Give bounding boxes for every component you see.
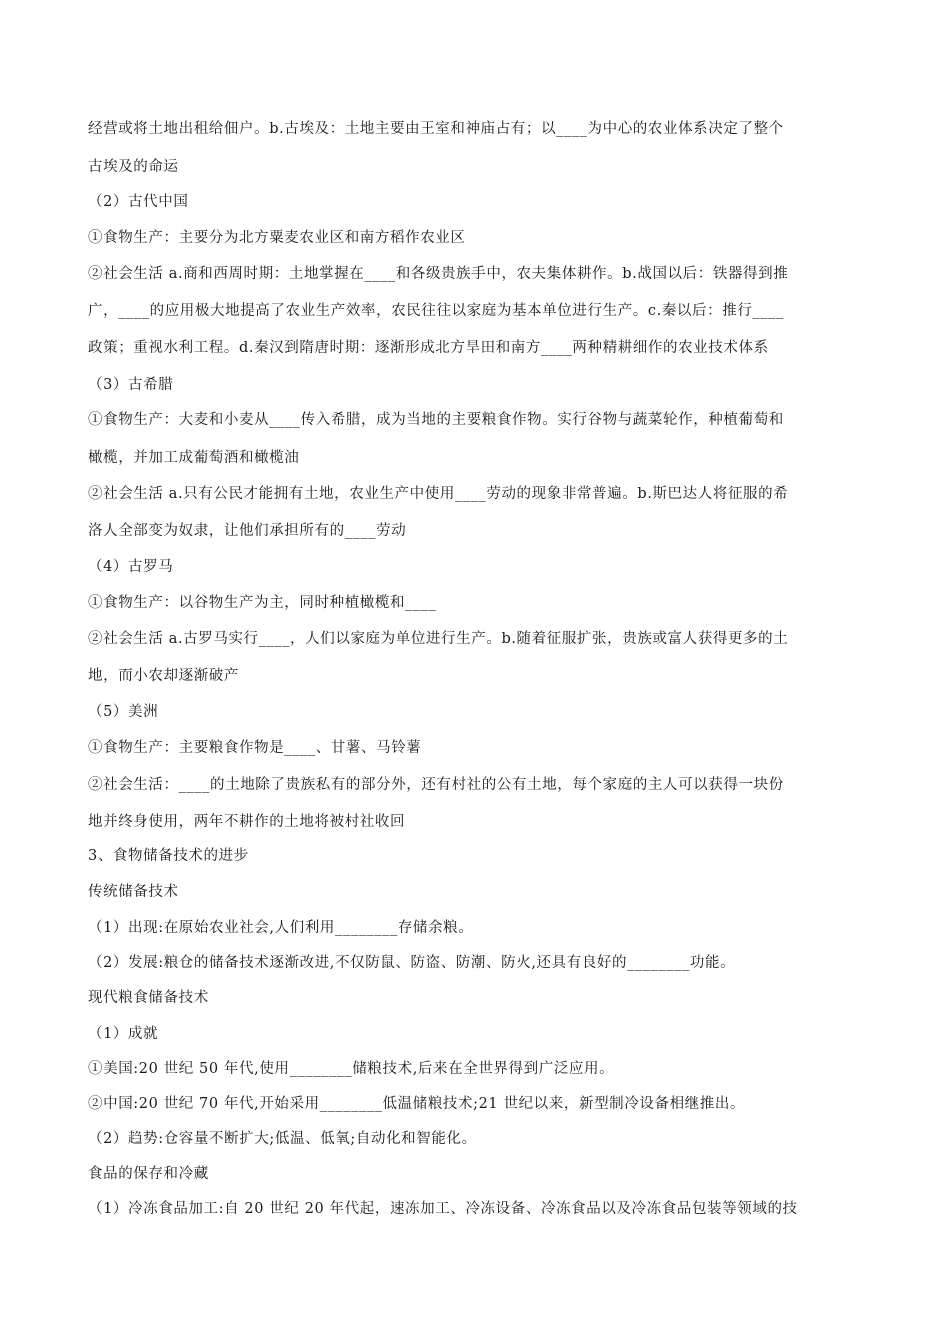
text-line: 橄榄，并加工成葡萄酒和橄榄油 [88, 450, 300, 466]
text-line: ①食物生产：大麦和小麦从____传入希腊，成为当地的主要粮食作物。实行谷物与蔬菜轮作，种植葡萄和 [88, 412, 784, 428]
text-line: （1）成就 [88, 1026, 159, 1042]
text-line: 政策；重视水利工程。d.秦汉到隋唐时期：逐渐形成北方旱田和南方____两种精耕细作的农业技术体系 [88, 340, 769, 356]
section-heading: （2）古代中国 [88, 194, 189, 210]
text-line: ①食物生产：以谷物生产为主，同时种植橄榄和____ [88, 595, 437, 611]
section-heading: （5）美洲 [88, 704, 159, 720]
text-line: ②社会生活 a.古罗马实行____，人们以家庭为单位进行生产。b.随着征服扩张，贵族或富人获得更多的土 [88, 631, 789, 647]
text-line: ②社会生活 a.只有公民才能拥有土地，农业生产中使用____劳动的现象非常普遍。b.斯巴达人将征服的希 [88, 486, 789, 502]
subsection-heading: 现代粮食储备技术 [88, 990, 209, 1006]
subsection-heading: 食品的保存和冷藏 [88, 1166, 209, 1182]
section-heading: 3、食物储备技术的进步 [88, 848, 249, 864]
text-line: ②社会生活 a.商和西周时期：土地掌握在____和各级贵族手中，农夫集体耕作。b.战国以后：铁器得到推 [88, 266, 789, 282]
text-line: （1）冷冻食品加工:自 20 世纪 20 年代起，速冻加工、冷冻设备、冷冻食品以及冷冻食品包装等领域的技 [88, 1201, 798, 1217]
subsection-heading: 传统储备技术 [88, 884, 179, 900]
text-line: 广，____的应用极大地提高了农业生产效率，农民往往以家庭为基本单位进行生产。c.秦以后：推行____ [88, 303, 784, 319]
text-line: （2）趋势:仓容量不断扩大;低温、低氧;自动化和智能化。 [88, 1131, 477, 1147]
text-line: 经营或将土地出租给佃户。b.古埃及：土地主要由王室和神庙占有；以____为中心的农业体系决定了整个 [88, 121, 784, 137]
text-line: 地并终身使用，两年不耕作的土地将被村社收回 [88, 814, 406, 830]
text-line: 古埃及的命运 [88, 159, 179, 175]
text-line: ②社会生活：____的土地除了贵族私有的部分外，还有村社的公有土地，每个家庭的主人可以获得一块份 [88, 777, 784, 793]
text-line: ①食物生产：主要分为北方粟麦农业区和南方稻作农业区 [88, 230, 466, 246]
section-heading: （3）古希腊 [88, 377, 174, 393]
section-heading: （4）古罗马 [88, 559, 174, 575]
text-line: （2）发展:粮仓的储备技术逐渐改进,不仅防鼠、防盗、防潮、防火,还具有良好的________功能。 [88, 955, 736, 971]
text-line: 洛人全部变为奴隶，让他们承担所有的____劳动 [88, 523, 407, 539]
text-line: （1）出现:在原始农业社会,人们利用________存储余粮。 [88, 920, 474, 936]
text-line: ①食物生产：主要粮食作物是____、甘薯、马铃薯 [88, 740, 422, 756]
text-line: ②中国:20 世纪 70 年代,开始采用________低温储粮技术;21 世纪以来，新型制冷设备相继推出。 [88, 1096, 746, 1112]
text-line: ①美国:20 世纪 50 年代,使用________储粮技术,后来在全世界得到广泛应用。 [88, 1061, 615, 1077]
text-line: 地，而小农却逐渐破产 [88, 668, 239, 684]
